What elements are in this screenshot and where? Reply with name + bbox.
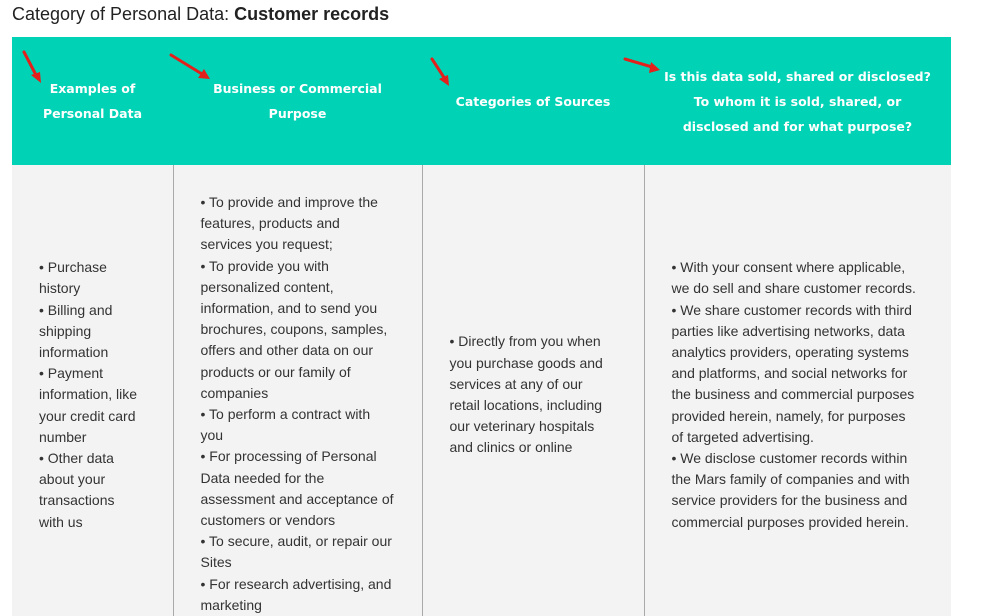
page-heading [12, 4, 389, 25]
header-row [12, 37, 951, 165]
table-row [12, 165, 951, 616]
annotation-arrow-icon [428, 56, 478, 96]
cell-disclosure: • With your consent where applicable, we do sell and share customer records. • We share customer records with third parties like advertising networks, data analytics providers, operating systems and platforms, and social networks for the business and commercial purposes provided herein, namely, for purposes of targeted advertising. • We disclose customer records within the Mars family of companies and with service providers for the business and commercial purposes provided herein. [644, 165, 951, 616]
header-sources: Categories of Sources [422, 37, 644, 165]
annotation-arrow-icon [20, 50, 70, 90]
table-container [12, 37, 951, 616]
annotation-arrow-icon [168, 52, 218, 92]
personal-data-table [12, 37, 951, 616]
header-disclosure: Is this data sold, shared or disclosed? To whom it is sold, shared, or disclosed and for what purpose? [644, 37, 951, 165]
cell-examples: • Purchase history • Billing and shipping information • Payment information, like your credit card number • Other data about your transactions with us [12, 165, 173, 616]
header-purpose: Business or Commercial Purpose [173, 37, 422, 165]
heading-prefix: Category of Personal Data: [12, 4, 235, 24]
annotation-arrow-icon [622, 54, 672, 94]
heading-category: Customer records [234, 4, 390, 24]
cell-sources: • Directly from you when you purchase goods and services at any of our retail locations, including our veterinary hospitals and clinics or online [422, 165, 644, 616]
header-examples: Examples of Personal Data [12, 37, 173, 165]
cell-purpose: • To provide and improve the features, products and services you request; • To provide you with personalized content, information, and to send you brochures, coupons, samples, offers and other data on our products or our family of companies • To perform a contract with you • For processing of Personal Data needed for the assessment and acceptance of customers or vendors • To secure, audit, or repair our Sites • For research advertising, and marketing [173, 165, 422, 616]
